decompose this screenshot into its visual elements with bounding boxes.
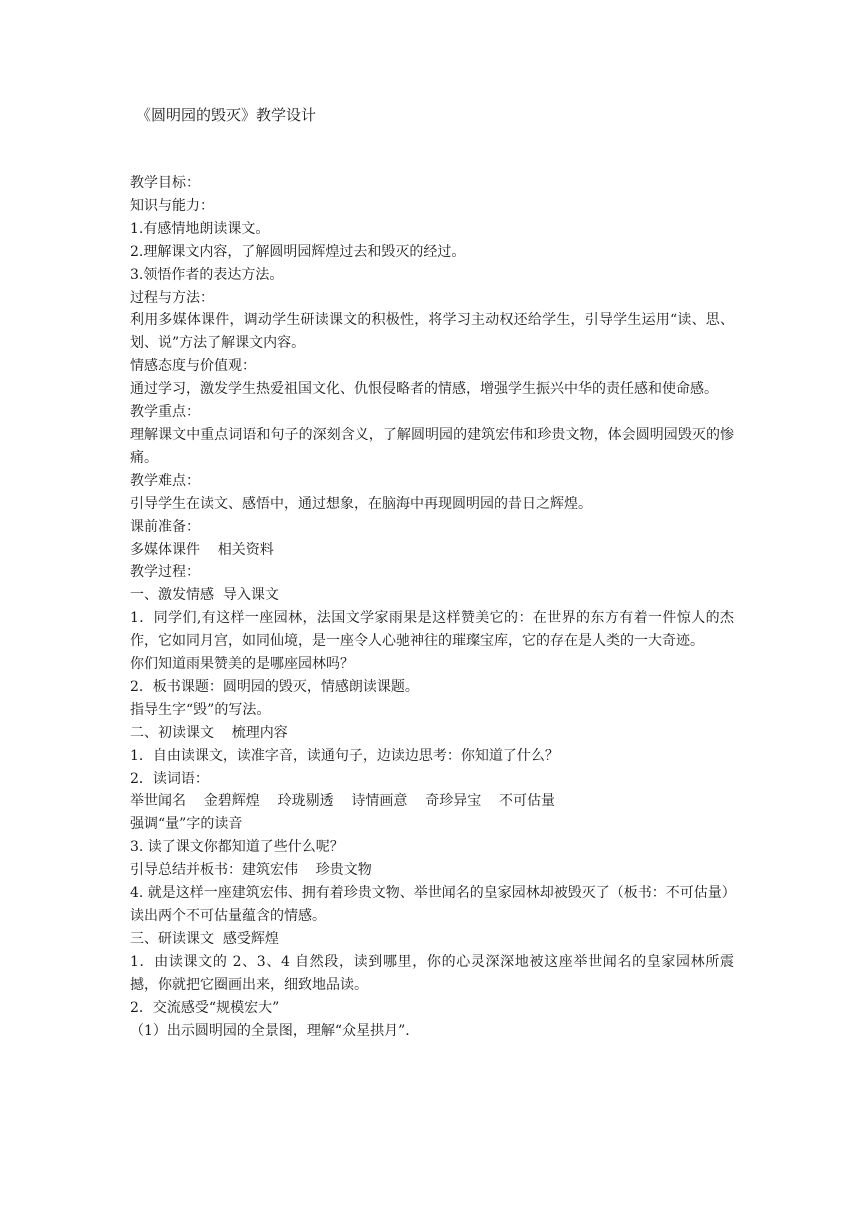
section-2-item-3: 3. 读了课文你都知道了些什么呢？ xyxy=(130,839,344,856)
section-3-heading: 三、研读课文 感受辉煌 xyxy=(130,930,279,947)
subheading-process-method: 过程与方法： xyxy=(130,289,214,306)
section-3-item-2: 2．交流感受“规模宏大” xyxy=(130,999,280,1016)
heading-teaching-process: 教学过程： xyxy=(130,564,200,581)
section-2-item-2: 2．读词语： xyxy=(130,770,209,787)
section-1-item-2: 2．板书课题：圆明园的毁灭，情感朗读课题。 xyxy=(130,678,419,695)
section-1-item-1: 1．同学们,有这样一座园林，法国文学家雨果是这样赞美它的：在世界的东方有着一件惊人的杰作，它如同月宫，如同仙境，是一座令人心驰神往的璀璨宝库，它的存在是人类的一大奇迹。 xyxy=(130,610,734,650)
subheading-knowledge-ability: 知识与能力： xyxy=(130,197,214,214)
heading-difficulties: 教学难点： xyxy=(130,472,200,489)
goal-item-3: 3.领悟作者的表达方法。 xyxy=(130,266,284,283)
heading-key-points: 教学重点： xyxy=(130,404,200,421)
paragraph-key-points: 理解课文中重点词语和句子的深刻含义，了解圆明园的建筑宏伟和珍贵文物，体会圆明园毁灭的惨痛。 xyxy=(130,426,734,466)
section-1-heading: 一、激发情感 导入课文 xyxy=(130,587,279,604)
section-3-subitem-1: （1）出示圆明园的全景图，理解“众星拱月”. xyxy=(130,1022,410,1039)
goal-item-2: 2.理解课文内容，了解圆明园辉煌过去和毁灭的经过。 xyxy=(130,243,466,260)
goal-item-1: 1.有感情地朗读课文。 xyxy=(130,220,270,237)
section-2-emphasis: 强调“量”字的读音 xyxy=(130,816,243,833)
heading-preparation: 课前准备： xyxy=(130,518,200,535)
subheading-emotion-values: 情感态度与价值观： xyxy=(130,358,256,375)
section-2-item-1: 1．自由读课文，读准字音，读通句子，边读边思考：你知道了什么？ xyxy=(130,747,559,764)
section-2-heading: 二、初读课文 梳理内容 xyxy=(130,724,288,741)
paragraph-difficulties: 引导学生在读文、感悟中，通过想象，在脑海中再现圆明园的昔日之辉煌。 xyxy=(130,495,592,512)
section-3-item-1: 1．由读课文的 2、3、4 自然段，读到哪里，你的心灵深深地被这座举世闻名的皇家园林所震撼，你就把它圈画出来，细致地品读。 xyxy=(130,953,734,993)
heading-teaching-goals: 教学目标： xyxy=(130,175,200,191)
section-1-question: 你们知道雨果赞美的是哪座园林吗？ xyxy=(130,656,354,673)
section-2-summary: 引导总结并板书：建筑宏伟 珍贵文物 xyxy=(130,862,372,879)
paragraph-process-method: 利用多媒体课件，调动学生研读课文的积极性，将学习主动权还给学生，引导学生运用“读、思、划、说”方法了解课文内容。 xyxy=(130,312,734,352)
section-2-reading: 读出两个不可估量蕴含的情感。 xyxy=(130,908,326,924)
document-body xyxy=(130,172,734,1042)
document-title: 《圆明园的毁灭》教学设计 xyxy=(136,106,317,124)
paragraph-preparation: 多媒体课件 相关资料 xyxy=(130,541,274,558)
paragraph-emotion-values: 通过学习，激发学生热爱祖国文化、仇恨侵略者的情感，增强学生振兴中华的责任感和使命感。 xyxy=(130,381,718,398)
section-1-guidance: 指导生字“毁”的写法。 xyxy=(130,701,271,718)
section-2-item-4: 4. 就是这样一座建筑宏伟、拥有着珍贵文物、举世闻名的皇家园林却被毁灭了（板书：不可估量） xyxy=(130,885,736,902)
section-2-vocabulary: 举世闻名 金碧辉煌 玲珑剔透 诗情画意 奇珍异宝 不可估量 xyxy=(130,793,556,810)
